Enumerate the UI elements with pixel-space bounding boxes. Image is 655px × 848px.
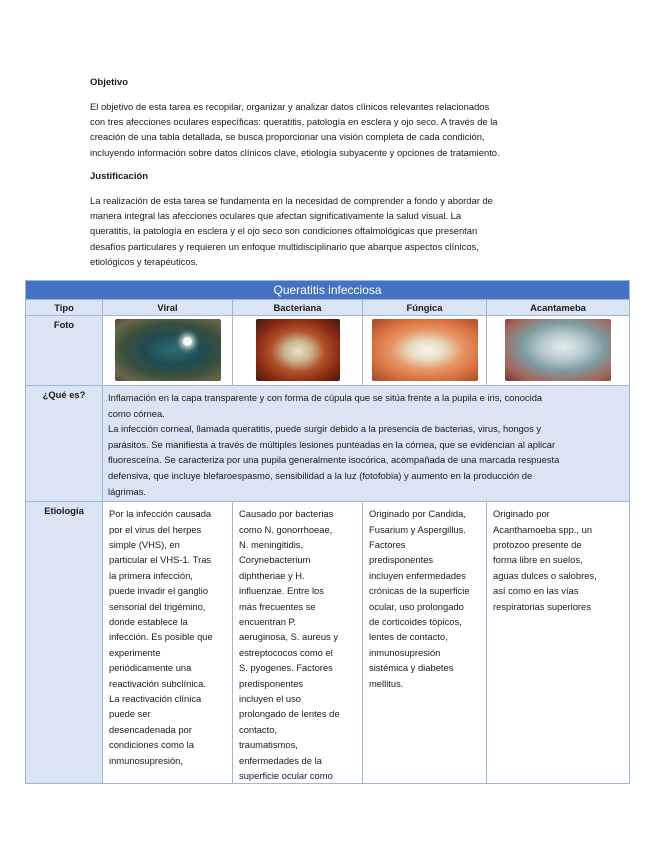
etiologia-line: Por la infección causada: [109, 508, 212, 520]
justificacion-line: manera integral las afecciones oculares que afectan significativamente la salud visual. La: [90, 210, 462, 222]
etiologia-fungica: [363, 502, 487, 784]
etiologia-line: sensorial del trigémino,: [109, 600, 206, 612]
etiologia-line: más frecuentes se: [239, 600, 316, 612]
table-title: Queratitis infecciosa: [26, 281, 630, 300]
etiologia-line: prolongado de lentes de: [239, 708, 340, 720]
justificacion-heading: Justificación: [90, 171, 149, 182]
etiologia-line: traumatismos,: [239, 739, 298, 751]
etiologia-line: donde establece la: [109, 616, 188, 627]
objetivo-line: incluyendo información sobre datos clínicos clave, etiología subyacente y opciones de tratamiento.: [90, 146, 500, 158]
row-label-que-es: ¿Qué es?: [26, 386, 103, 502]
eye-photo-fungica: [372, 319, 478, 381]
photo-cell-bacteriana: [233, 316, 363, 386]
row-label-etiologia: Etiología: [26, 502, 103, 784]
etiologia-line: mellitus.: [369, 677, 404, 689]
etiologia-line: incluyen enfermedades: [369, 569, 466, 581]
que-es-line: defensiva, que incluye blefaroespasmo, sensibilidad a la luz (fotofobia) y aumento en la producción de: [108, 469, 533, 481]
header-bacteriana: Bacteriana: [233, 300, 363, 316]
etiologia-line: inmunosupresión,: [109, 754, 184, 766]
etiologia-line: aguas dulces o salobres,: [493, 569, 597, 581]
etiologia-line: puede ser: [109, 708, 151, 720]
etiologia-line: predisponentes: [369, 554, 434, 566]
que-es-line: parásitos. Se manifiesta a través de múltiples lesiones punteadas en la córnea, que se evidencian al aplicar: [108, 438, 556, 450]
etiologia-line: simple (VHS), en: [109, 538, 180, 550]
eye-photo-bacteriana: [256, 319, 340, 381]
etiologia-line: ocular, uso prolongado: [369, 600, 464, 612]
etiologia-line: influenzae. Entre los: [239, 585, 324, 597]
etiologia-line: experimente: [109, 646, 161, 658]
etiologia-line: Acanthamoeba spp., un: [493, 523, 593, 535]
etiologia-line: Fusarium y Aspergillus.: [369, 523, 466, 535]
etiologia-line: superficie ocular como: [239, 770, 333, 782]
etiologia-line: incluyen el uso: [239, 693, 302, 705]
eye-photo-viral: [115, 319, 221, 381]
etiologia-line: respiratorias superiores: [493, 600, 591, 612]
etiologia-line: inmunosupresión: [369, 646, 441, 658]
etiologia-bacteriana: [233, 502, 363, 784]
etiologia-line: lentes de contacto,: [369, 631, 448, 643]
etiologia-line: crónicas de la superficie: [369, 585, 470, 597]
etiologia-line: protozoo presente de: [493, 538, 582, 550]
etiologia-line: puede invadir el ganglio: [109, 585, 209, 597]
etiologia-line: la primera infección,: [109, 569, 193, 581]
header-fungica: Fúngica: [363, 300, 487, 316]
etiologia-line: forma libre en suelos,: [493, 554, 583, 566]
etiologia-line: contacto,: [239, 723, 278, 735]
justificacion-line: La realización de esta tarea se fundamenta en la necesidad de comprender a fondo y abordar de: [90, 195, 493, 206]
row-label-foto: Foto: [26, 316, 103, 386]
eye-photo-acantameba: [505, 319, 611, 381]
header-viral: Viral: [103, 300, 233, 316]
objetivo-line: con tres afecciones oculares específicas: queratitis, patología en esclera y ojo seco. A través de la: [90, 116, 498, 128]
etiologia-line: así como en las vías: [493, 585, 579, 597]
header-acantameba: Acantameba: [487, 300, 630, 316]
etiologia-line: por el virus del herpes: [109, 523, 202, 535]
etiologia-line: particular el VHS-1. Tras: [109, 554, 212, 566]
justificacion-line: desafíos particulares y requieren un enfoque multidisciplinario que abarque aspectos clínicos,: [90, 240, 479, 252]
etiologia-line: condiciones como la: [109, 739, 194, 751]
que-es-line: fluoresceína. Se caracteriza por una pupila generalmente isocórica, acompañada de una marcada respuesta: [108, 454, 560, 466]
que-es-line: lágrimas.: [108, 485, 147, 497]
etiologia-line: estreptococos como el: [239, 646, 333, 658]
etiologia-line: Corynebacterium: [239, 554, 311, 566]
etiologia-line: Factores: [369, 538, 406, 550]
keratitis-table: [25, 280, 630, 784]
photo-cell-acantameba: [487, 316, 630, 386]
que-es-line: Inflamación en la capa transparente y con forma de cúpula que se sitúa frente a la pupila e iris, conocida: [108, 392, 543, 403]
etiologia-line: encuentran P.: [239, 616, 297, 627]
etiologia-line: predisponentes: [239, 677, 304, 689]
etiologia-line: enfermedades de la: [239, 754, 322, 766]
etiologia-acantameba: [487, 502, 630, 784]
etiologia-line: Causado por bacterias: [239, 508, 334, 520]
etiologia-line: reactivación subclínica.: [109, 677, 206, 689]
objetivo-line: creación de una tabla detallada, se busca proporcionar una visión completa de cada condición,: [90, 131, 485, 143]
que-es-line: La infección corneal, llamada queratitis, puede surgir debido a la presencia de bacterias, virus, hongos y: [108, 423, 542, 435]
que-es-description: [103, 386, 630, 502]
etiologia-line: periódicamente una: [109, 662, 192, 674]
etiologia-line: Originado por Candida,: [369, 508, 466, 520]
justificacion-line: queratitis, la patología en esclera y el ojo seco son condiciones oftalmológicas que presentan: [90, 225, 478, 237]
etiologia-line: La reactivación clínica: [109, 693, 202, 705]
objetivo-heading: Objetivo: [90, 77, 129, 88]
objetivo-paragraph: [90, 99, 555, 160]
etiologia-line: desencadenada por: [109, 723, 192, 735]
etiologia-line: infección. Es posible que: [109, 631, 213, 643]
etiologia-line: Originado por: [493, 508, 550, 520]
etiologia-line: de corticoides tópicos,: [369, 616, 462, 627]
etiologia-line: aeruginosa, S. aureus y: [239, 631, 339, 643]
etiologia-line: diphtheriae y H.: [239, 569, 305, 581]
etiologia-viral: [103, 502, 233, 784]
justificacion-line: etiológicos y terapéuticos.: [90, 255, 198, 267]
objetivo-line: El objetivo de esta tarea es recopilar, organizar y analizar datos clínicos relevantes relacionados: [90, 101, 490, 112]
photo-cell-fungica: [363, 316, 487, 386]
etiologia-line: N. meningitidis,: [239, 538, 304, 550]
justificacion-paragraph: [90, 193, 555, 269]
etiologia-line: como N. gonorrhoeae,: [239, 523, 333, 535]
que-es-line: como córnea.: [108, 407, 165, 419]
etiologia-line: sistémica y diabetes: [369, 662, 454, 674]
etiologia-line: S. pyogenes. Factores: [239, 662, 333, 674]
header-tipo: Tipo: [26, 300, 103, 316]
photo-cell-viral: [103, 316, 233, 386]
